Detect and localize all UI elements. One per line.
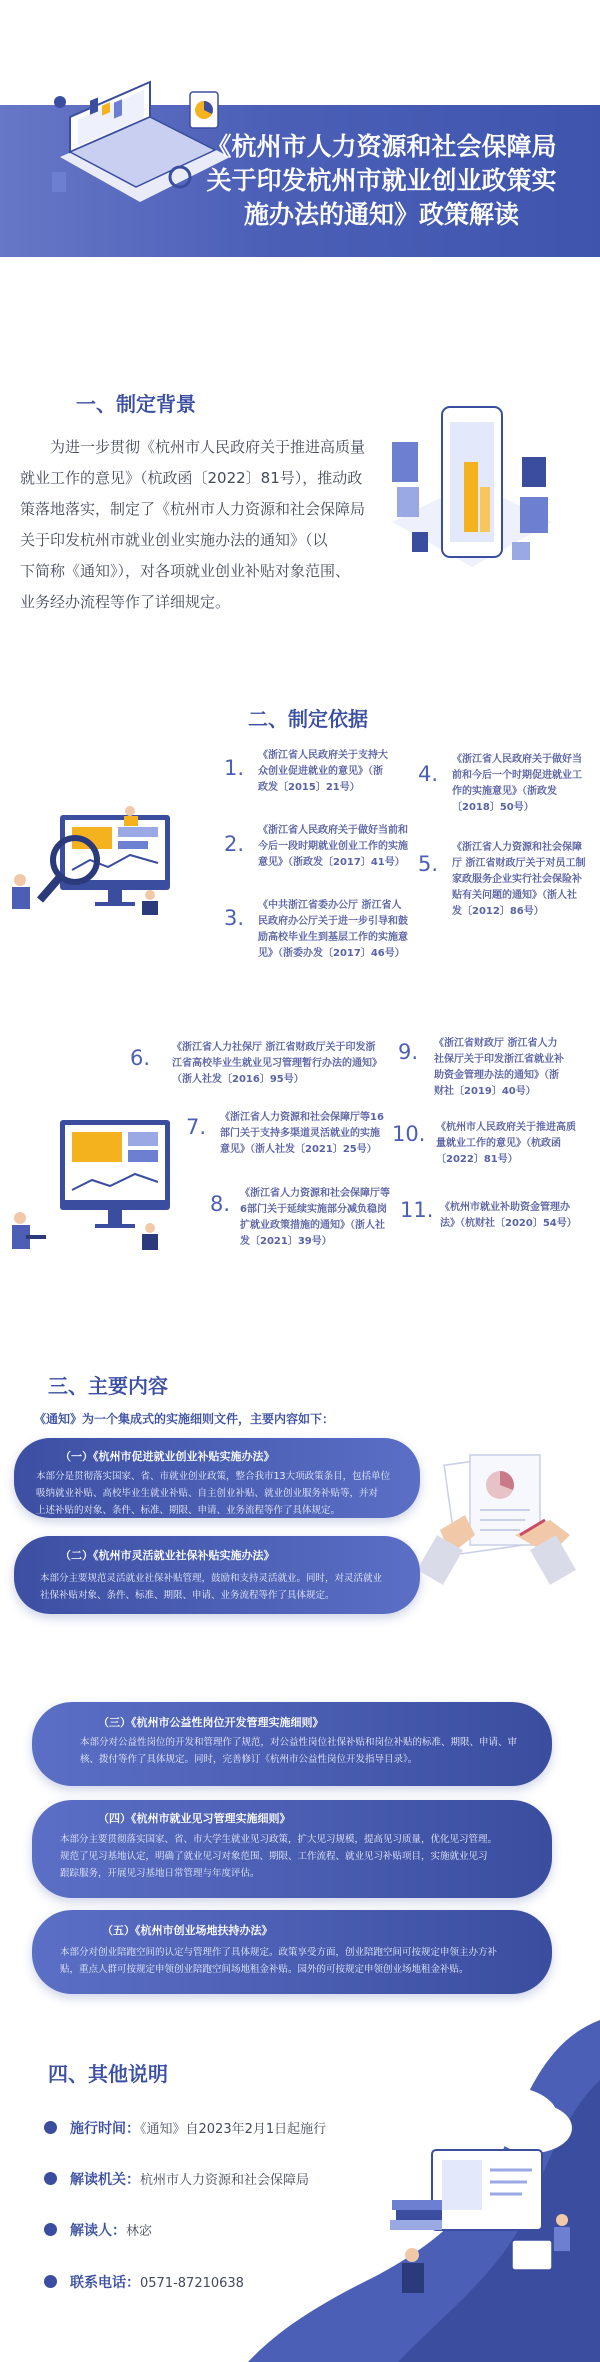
note-label: 施行时间：	[70, 2121, 140, 2137]
basis-line: 《浙江省人民政府关于做好当前和	[258, 825, 408, 836]
content-section-3	[32, 1702, 552, 1786]
basis-line: 见》（浙委办发〔2017〕46号）	[258, 948, 405, 959]
basis-line: 意见》（浙人社发〔2021〕25号）	[220, 1144, 377, 1155]
basis-item	[258, 823, 418, 871]
basis-line: 〔2018〕50号）	[452, 802, 534, 813]
content-section-5	[32, 1910, 552, 1994]
basis-line: 政发〔2015〕21号）	[258, 782, 360, 793]
basis-item	[258, 748, 408, 796]
note-value: 林宓	[126, 2224, 153, 2239]
section-heading-background: 一、制定背景	[76, 392, 196, 416]
content-section-title: （四）《杭州市就业见习管理实施细则》	[98, 1812, 291, 1825]
basis-line: 《浙江省人民政府关于支持大	[258, 750, 388, 761]
paragraph-line: 就业工作的意见》（杭政函〔2022〕81号），推动政	[20, 469, 363, 487]
basis-line: 〔2022〕81号）	[436, 1154, 518, 1165]
basis-item	[436, 1120, 586, 1168]
documents-pen-illustration	[420, 1440, 580, 1590]
basis-number: 2.	[224, 832, 245, 856]
basis-line: 意见》（浙政发〔2017〕41号）	[258, 857, 405, 868]
body-line: 规范了见习基地认定，明确了就业见习对象范围、期限、工作流程、就业见习补贴项目，实施就业见习	[60, 1851, 488, 1862]
basis-number: 6.	[130, 1046, 151, 1070]
basis-line: 发〔2021〕39号）	[240, 1236, 332, 1247]
content-section-body	[60, 1944, 497, 1978]
content-section-title: （五）《杭州市创业场地扶持办法》	[102, 1924, 273, 1937]
basis-number: 10.	[392, 1122, 426, 1146]
content-section-body	[80, 1734, 517, 1768]
body-line: 本部分主要规范灵活就业社保补贴管理，鼓励和支持灵活就业。同时，对灵活就业	[40, 1573, 383, 1584]
paragraph-line: 下简称《通知》），对各项就业创业补贴对象范围、	[20, 562, 351, 580]
body-line: 本部分对公益性岗位的开发和管理作了规范，对公益性岗位社保补贴和岗位补贴的标准、期限、申请、审	[80, 1737, 518, 1748]
body-line: 本部分对创业陪跑空间的认定与管理作了具体规定。政策享受方面，创业陪跑空间可按规定申领主办方补	[60, 1947, 498, 1958]
basis-number: 11.	[400, 1198, 434, 1222]
basis-line: 民政府办公厅关于进一步引导和鼓	[258, 916, 408, 927]
title-line: 《杭州市人力资源和社会保障局	[206, 132, 557, 161]
basis-line: 部门关于支持多渠道灵活就业的实施	[220, 1128, 380, 1139]
basis-line: 《浙江省人力社保厅 浙江省财政厅关于印发浙	[172, 1042, 376, 1053]
basis-line: 《浙江省人民政府关于做好当	[452, 754, 582, 765]
basis-line: 财社〔2019〕40号）	[434, 1086, 536, 1097]
basis-item	[220, 1110, 400, 1158]
content-intro: 《通知》为一个集成式的实施细则文件，主要内容如下：	[34, 1412, 335, 1426]
paragraph-line: 关于印发杭州市就业创业实施办法的通知》（以	[20, 531, 328, 549]
content-section-title: （二）《杭州市灵活就业社保补贴实施办法》	[60, 1549, 275, 1562]
basis-number: 9.	[398, 1040, 419, 1064]
basis-item	[434, 1036, 584, 1100]
section-heading-other: 四、其他说明	[48, 2062, 168, 2086]
basis-line: 发〔2012〕86号）	[452, 906, 544, 917]
body-line: 跟踪服务，开展见习基地日常管理与年度评估。	[60, 1868, 260, 1879]
basis-line: 《浙江省人力资源和社会保障厅等	[240, 1188, 390, 1199]
note-label: 解读机关：	[70, 2172, 140, 2188]
basis-line: 厅 浙江省财政厅关于对员工制	[452, 858, 586, 869]
basis-line: 《浙江省财政厅 浙江省人力	[434, 1038, 558, 1049]
basis-line: 6部门关于延续实施部分减负稳岗	[240, 1204, 387, 1215]
basis-number: 8.	[210, 1192, 231, 1216]
basis-line: 作的实施意见》（浙政发	[452, 786, 557, 797]
body-line: 贴，重点人群可按规定申领创业陪跑空间场地租金补贴。园外的可按规定申领创业场地租金补贴。	[60, 1964, 469, 1975]
body-line: 本部分主要贯彻落实国家、省、市大学生就业见习政策，扩大见习规模，提高见习质量，优化见习管理。	[60, 1834, 498, 1845]
body-line: 上述补贴的对象、条件、标准、期限、申请、业务流程等作了具体规定。	[36, 1505, 341, 1516]
note-value: 杭州市人力资源和社会保障局	[140, 2173, 310, 2188]
content-section-body	[60, 1831, 497, 1882]
basis-item	[452, 840, 592, 920]
basis-number: 3.	[224, 906, 245, 930]
body-line: 核、拨付等作了具体规定。同时，完善修订《杭州市公益性岗位开发指导目录》。	[80, 1754, 418, 1765]
basis-number: 4.	[418, 762, 439, 786]
basis-line: 《杭州市就业补助资金管理办	[440, 1202, 570, 1213]
basis-item	[172, 1040, 392, 1088]
content-section-body	[40, 1570, 382, 1604]
content-section-title: （一）《杭州市促进就业创业补贴实施办法》	[60, 1450, 275, 1463]
title-line: 关于印发杭州市就业创业政策实	[206, 166, 557, 195]
body-line: 吸纳就业补贴、高校毕业生就业补贴、自主创业补贴、就业创业服务补贴等，并对	[36, 1488, 379, 1499]
monitor-map-illustration	[0, 1100, 190, 1260]
body-line: 社保补贴对象、条件、标准、期限、申请、业务流程等作了具体规定。	[40, 1590, 335, 1601]
page-title	[179, 130, 584, 232]
paragraph-line: 策落地落实，制定了《杭州市人力资源和社会保障局	[20, 500, 366, 518]
basis-line: 量就业工作的意见》（杭政函	[436, 1138, 561, 1149]
basis-line: 《杭州市人民政府关于推进高质	[436, 1122, 576, 1133]
basis-line: 贴有关问题的通知》（浙人社	[452, 890, 577, 901]
bullet-icon	[44, 2121, 57, 2134]
content-section-4	[32, 1800, 552, 1898]
note-item	[70, 2118, 326, 2138]
basis-line: 扩就业政策措施的通知》（浙人社	[240, 1220, 385, 1231]
basis-line: 《浙江省人力资源和社会保障	[452, 842, 582, 853]
basis-line: 众创业促进就业的意见》（浙	[258, 766, 383, 777]
note-label: 联系电话：	[70, 2275, 140, 2291]
basis-line: 励高校毕业生到基层工作的实施意	[258, 932, 408, 943]
basis-line: 社保厅关于印发浙江省就业补	[434, 1054, 564, 1065]
content-section-1	[14, 1438, 420, 1518]
paragraph-line: 业务经办流程等作了详细规定。	[20, 593, 231, 611]
paragraph-line: 为进一步贯彻《杭州市人民政府关于推进高质量	[20, 438, 366, 456]
bullet-icon	[44, 2223, 57, 2236]
section-heading-basis: 二、制定依据	[248, 707, 368, 731]
basis-line: 家政服务企业实行社会保险补	[452, 874, 582, 885]
content-section-title: （三）《杭州市公益性岗位开发管理实施细则》	[98, 1716, 324, 1729]
note-label: 解读人：	[70, 2223, 126, 2239]
note-item	[70, 2272, 244, 2292]
basis-item	[440, 1200, 590, 1232]
basis-line: 《浙江省人力资源和社会保障厅等16	[220, 1112, 384, 1123]
basis-line: 法》（杭财社〔2020〕54号）	[440, 1218, 577, 1229]
phone-bar-chart-illustration	[372, 402, 572, 582]
basis-item	[258, 898, 418, 962]
basis-line: 今后一段时期就业创业工作的实施	[258, 841, 408, 852]
section-heading-content: 三、主要内容	[48, 1374, 168, 1398]
basis-line: 《中共浙江省委办公厅 浙江省人	[258, 900, 402, 911]
note-item	[70, 2220, 152, 2240]
title-line: 施办法的通知》政策解读	[243, 200, 519, 229]
basis-line: 前和今后一个时期促进就业工	[452, 770, 582, 781]
body-line: 本部分是贯彻落实国家、省、市就业创业政策，整合我市13大项政策条目，包括单位	[36, 1471, 391, 1482]
basis-item	[240, 1186, 410, 1250]
basis-number: 5.	[418, 852, 439, 876]
bullet-icon	[44, 2172, 57, 2185]
bullet-icon	[44, 2275, 57, 2288]
basis-line: （浙人社发〔2016〕95号）	[172, 1074, 304, 1085]
note-value: 0571-87210638	[140, 2276, 244, 2291]
basis-line: 助资金管理办法的通知》（浙	[434, 1070, 559, 1081]
content-section-body	[36, 1468, 390, 1519]
note-value: 《通知》自2023年2月1日起施行	[140, 2122, 327, 2137]
basis-item	[452, 752, 592, 816]
note-item	[70, 2169, 309, 2189]
content-section-2	[14, 1536, 420, 1614]
monitor-search-illustration	[0, 785, 190, 920]
basis-number: 1.	[224, 756, 245, 780]
basis-number: 7.	[186, 1115, 207, 1139]
cloud-books-illustration	[372, 2080, 587, 2330]
basis-line: 江省高校毕业生就业见习管理暂行办法的通知》	[172, 1058, 382, 1069]
